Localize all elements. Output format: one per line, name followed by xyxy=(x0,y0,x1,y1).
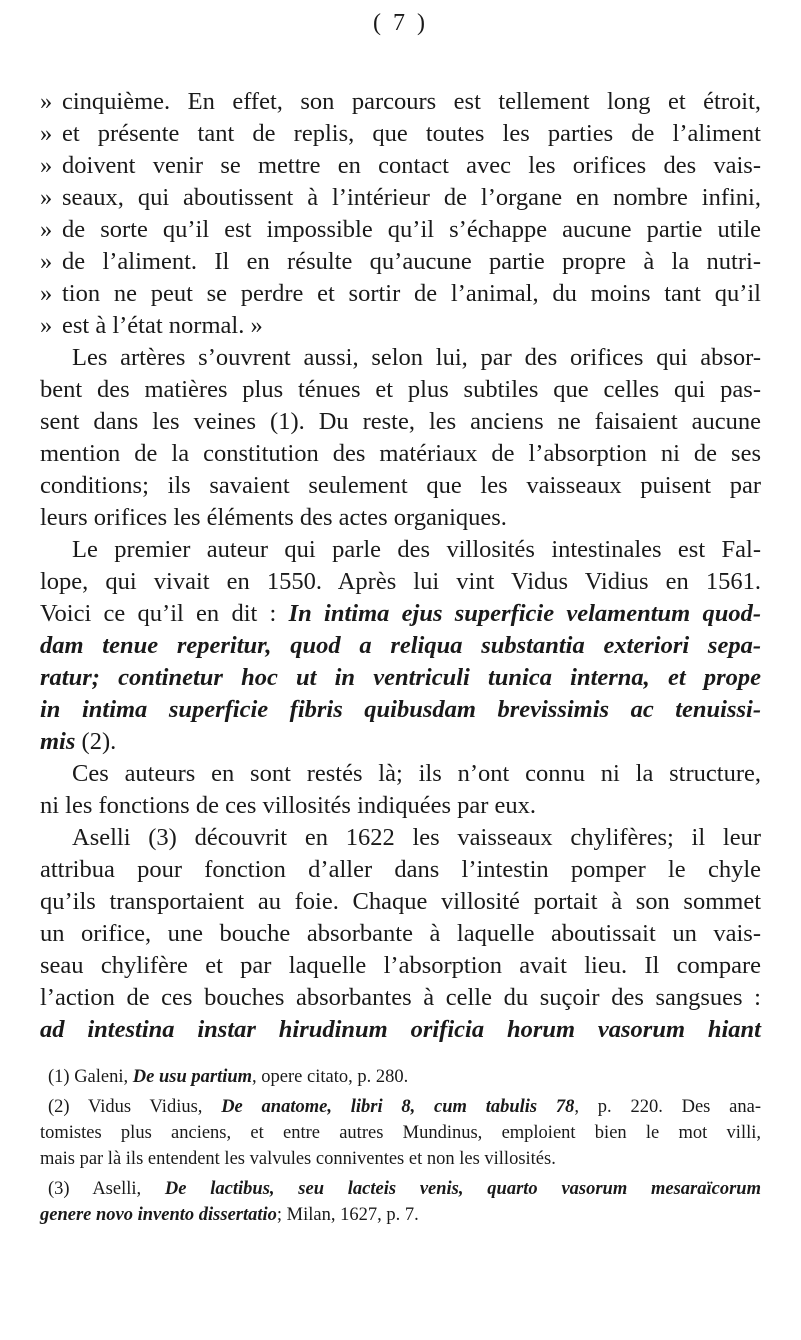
paragraph-first-line: Aselli (3) découvrit en 1622 les vaisseaux chylifères; il leur xyxy=(72,824,761,851)
text-line: un orifice, une bouche absorbante à laquelle aboutissait un vais- xyxy=(40,920,761,947)
text-line: conditions; ils savaient seulement que les vaisseaux puisent par xyxy=(40,472,761,499)
paragraph-first-line: Ces auteurs en sont restés là; ils n’ont connu ni la structure, xyxy=(72,760,761,787)
quote-mark: » xyxy=(40,312,53,339)
latin-quote-line: in intima superficie fibris quibusdam brevissimis ac tenuissi- xyxy=(40,696,761,723)
footnote-2-line: mais par là ils entendent les valvules conniventes et non les villosités. xyxy=(40,1149,556,1169)
footnote-1: (1) Galeni, De usu partium, opere citato, p. 280. xyxy=(48,1067,409,1087)
text-line: mention de la constitution des matériaux de l’absorption ni de ses xyxy=(40,440,761,467)
text-line: bent des matières plus ténues et plus subtiles que celles qui pas- xyxy=(40,376,761,403)
paragraph-first-line: Le premier auteur qui parle des villosités intestinales est Fal- xyxy=(72,536,761,563)
text-line: » est à l’état normal. » xyxy=(40,310,761,342)
text-line: sent dans les veines (1). Du reste, les anciens ne faisaient aucune xyxy=(40,408,761,435)
text-line: ni les fonctions de ces villosités indiquées par eux. xyxy=(40,792,537,819)
quote-mark: » xyxy=(40,152,53,179)
text-line: attribua pour fonction d’aller dans l’intestin pomper le chyle xyxy=(40,856,761,883)
quote-mark: » xyxy=(40,88,53,115)
text-line: lope, qui vivait en 1550. Après lui vint Vidus Vidius en 1561. xyxy=(40,568,761,595)
text-line: » seaux, qui aboutissent à l’intérieur de l’organe en nombre infini, xyxy=(40,182,761,214)
latin-quote-line: ad intestina instar hirudinum orificia horum vasorum hiant xyxy=(40,1016,761,1043)
text-line: » cinquième. En effet, son parcours est tellement long et étroit, xyxy=(40,86,761,118)
quote-mark: » xyxy=(40,184,53,211)
paragraph-first-line: Les artères s’ouvrent aussi, selon lui, par des orifices qui absor- xyxy=(72,344,761,371)
text-line: Voici ce qu’il en dit : In intima ejus superficie velamentum quod- xyxy=(40,600,761,627)
text-line: qu’ils transportaient au foie. Chaque villosité portait à son sommet xyxy=(40,888,761,915)
latin-quote-line: ratur; continetur hoc ut in ventriculi tunica interna, et prope xyxy=(40,664,761,691)
text-line: » de sorte qu’il est impossible qu’il s’échappe aucune partie utile xyxy=(40,214,761,246)
footnote-2: (2) Vidus Vidius, De anatome, libri 8, cum tabulis 78, p. 220. Des ana- xyxy=(48,1097,761,1117)
text-line: » doivent venir se mettre en contact avec les orifices des vais- xyxy=(40,150,761,182)
text-line: seau chylifère et par laquelle l’absorption avait lieu. Il compare xyxy=(40,952,761,979)
quote-mark: » xyxy=(40,120,53,147)
text-line: » et présente tant de replis, que toutes les parties de l’aliment xyxy=(40,118,761,150)
text-line: » de l’aliment. Il en résulte qu’aucune partie propre à la nutri- xyxy=(40,246,761,278)
quote-mark: » xyxy=(40,280,53,307)
footnote-3: (3) Aselli, De lactibus, seu lacteis venis, quarto vasorum mesaraïcorum xyxy=(48,1179,761,1199)
quote-mark: » xyxy=(40,216,53,243)
quote-mark: » xyxy=(40,248,53,275)
footnote-3-line: genere novo invento dissertatio; Milan, 1627, p. 7. xyxy=(40,1205,419,1225)
text-line: l’action de ces bouches absorbantes à celle du suçoir des sangsues : xyxy=(40,984,761,1011)
text-line: leurs orifices les éléments des actes organiques. xyxy=(40,504,507,531)
text-line: mis (2). xyxy=(40,728,117,755)
footnote-2-line: tomistes plus anciens, et entre autres Mundinus, emploient bien le mot villi, xyxy=(40,1123,761,1143)
text-line: » tion ne peut se perdre et sortir de l’animal, du moins tant qu’il xyxy=(40,278,761,310)
latin-quote-line: dam tenue reperitur, quod a reliqua substantia exteriori sepa- xyxy=(40,632,761,659)
latin-quote: In intima ejus superficie velamentum quod- xyxy=(288,600,761,627)
page-number: ( 7 ) xyxy=(373,10,428,36)
